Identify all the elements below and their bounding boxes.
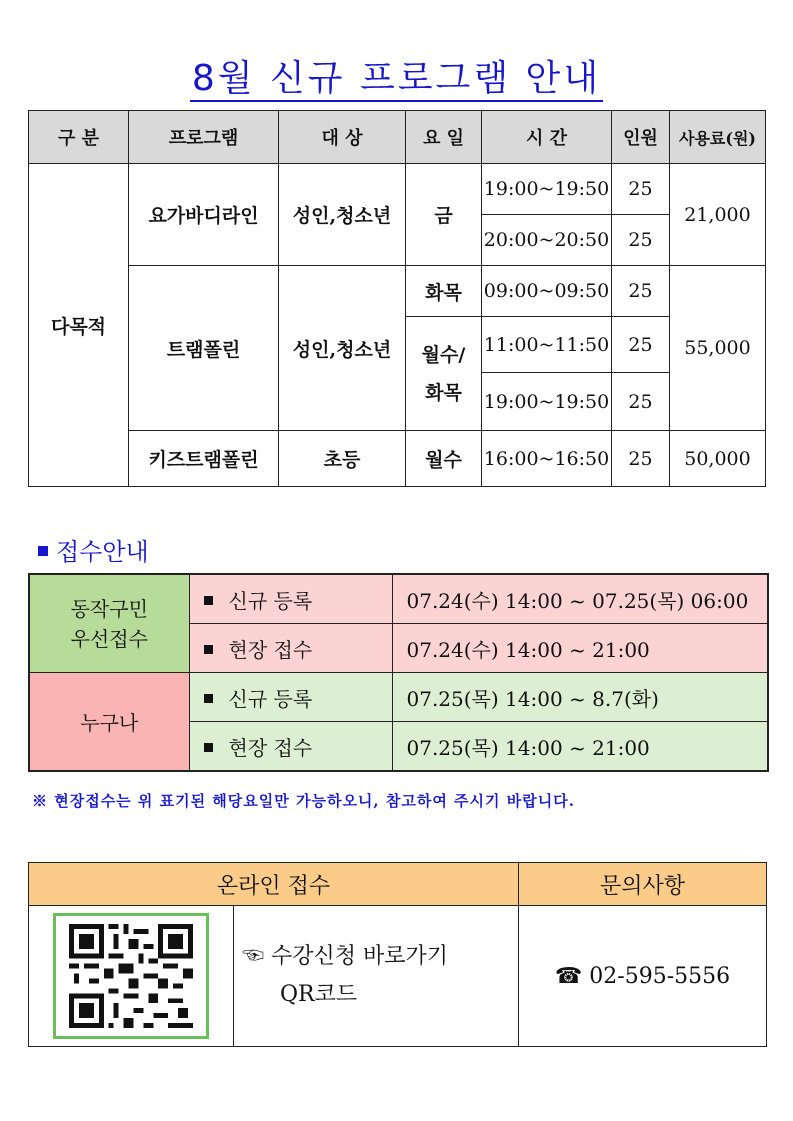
register-link[interactable]: ☜ 수강신청 바로가기 bbox=[242, 944, 449, 969]
reception-period: 07.24(수) 14:00 ~ 21:00 bbox=[392, 624, 768, 673]
program-target: 성인,청소년 bbox=[279, 164, 406, 266]
online-table bbox=[28, 862, 767, 1047]
program-day: 월수/ 화목 bbox=[406, 317, 482, 431]
reception-type: 신규 등록 bbox=[189, 574, 392, 624]
program-capacity: 25 bbox=[612, 373, 670, 431]
program-target: 성인,청소년 bbox=[279, 266, 406, 431]
program-time: 16:00~16:50 bbox=[482, 431, 612, 487]
reception-type: 신규 등록 bbox=[189, 673, 392, 722]
register-link-cell bbox=[234, 906, 519, 1047]
program-name: 요가바디라인 bbox=[129, 164, 279, 266]
header-time: 시 간 bbox=[482, 111, 612, 164]
qr-label: QR코드 bbox=[280, 982, 358, 1007]
header-fee: 사용료(원) bbox=[670, 111, 766, 164]
header-target: 대 상 bbox=[279, 111, 406, 164]
table-row bbox=[29, 266, 766, 317]
program-capacity: 25 bbox=[612, 164, 670, 215]
reception-type: 현장 접수 bbox=[189, 624, 392, 673]
bullet-icon bbox=[204, 596, 213, 605]
program-day: 금 bbox=[406, 164, 482, 266]
reception-period: 07.24(수) 14:00 ~ 07.25(목) 06:00 bbox=[392, 574, 768, 624]
header-capacity: 인원 bbox=[612, 111, 670, 164]
bullet-icon bbox=[204, 694, 213, 703]
page-title: 8월 신규 프로그램 안내 bbox=[0, 50, 793, 101]
table-row bbox=[29, 164, 766, 215]
qr-code-icon[interactable] bbox=[53, 913, 209, 1039]
program-time: 11:00~11:50 bbox=[482, 317, 612, 373]
square-bullet-icon bbox=[38, 546, 48, 556]
table-row bbox=[29, 673, 768, 722]
reception-note: ※ 현장접수는 위 표기된 해당요일만 가능하오니, 참고하여 주시기 바랍니다. bbox=[32, 792, 575, 810]
header-category: 구 분 bbox=[29, 111, 129, 164]
reception-group-label: 동작구민 우선접수 bbox=[29, 574, 189, 673]
program-table bbox=[28, 110, 766, 487]
table-row bbox=[29, 574, 768, 624]
reception-heading: 접수안내 bbox=[38, 532, 149, 567]
inquiry-header: 문의사항 bbox=[519, 863, 767, 906]
program-capacity: 25 bbox=[612, 317, 670, 373]
category-cell: 다목적 bbox=[29, 164, 129, 487]
reception-group-label: 누구나 bbox=[29, 673, 189, 772]
program-fee: 55,000 bbox=[670, 266, 766, 431]
program-capacity: 25 bbox=[612, 215, 670, 266]
online-header: 온라인 접수 bbox=[29, 863, 519, 906]
reception-type: 현장 접수 bbox=[189, 722, 392, 772]
qr-cell bbox=[29, 906, 234, 1047]
program-table-header bbox=[29, 111, 766, 164]
program-time: 20:00~20:50 bbox=[482, 215, 612, 266]
program-fee: 50,000 bbox=[670, 431, 766, 487]
header-program: 프로그램 bbox=[129, 111, 279, 164]
program-time: 09:00~09:50 bbox=[482, 266, 612, 317]
program-day: 월수 bbox=[406, 431, 482, 487]
program-name: 키즈트램폴린 bbox=[129, 431, 279, 487]
bullet-icon bbox=[204, 743, 213, 752]
header-day: 요 일 bbox=[406, 111, 482, 164]
phone-number[interactable]: ☎ 02-595-5556 bbox=[554, 963, 731, 989]
reception-period: 07.25(목) 14:00 ~ 21:00 bbox=[392, 722, 768, 772]
program-name: 트램폴린 bbox=[129, 266, 279, 431]
reception-period: 07.25(목) 14:00 ~ 8.7(화) bbox=[392, 673, 768, 722]
program-time: 19:00~19:50 bbox=[482, 373, 612, 431]
program-day: 화목 bbox=[406, 266, 482, 317]
program-fee: 21,000 bbox=[670, 164, 766, 266]
phone-cell bbox=[519, 906, 767, 1047]
reception-table bbox=[28, 573, 769, 772]
program-target: 초등 bbox=[279, 431, 406, 487]
program-capacity: 25 bbox=[612, 266, 670, 317]
table-row bbox=[29, 431, 766, 487]
bullet-icon bbox=[204, 645, 213, 654]
program-capacity: 25 bbox=[612, 431, 670, 487]
program-time: 19:00~19:50 bbox=[482, 164, 612, 215]
